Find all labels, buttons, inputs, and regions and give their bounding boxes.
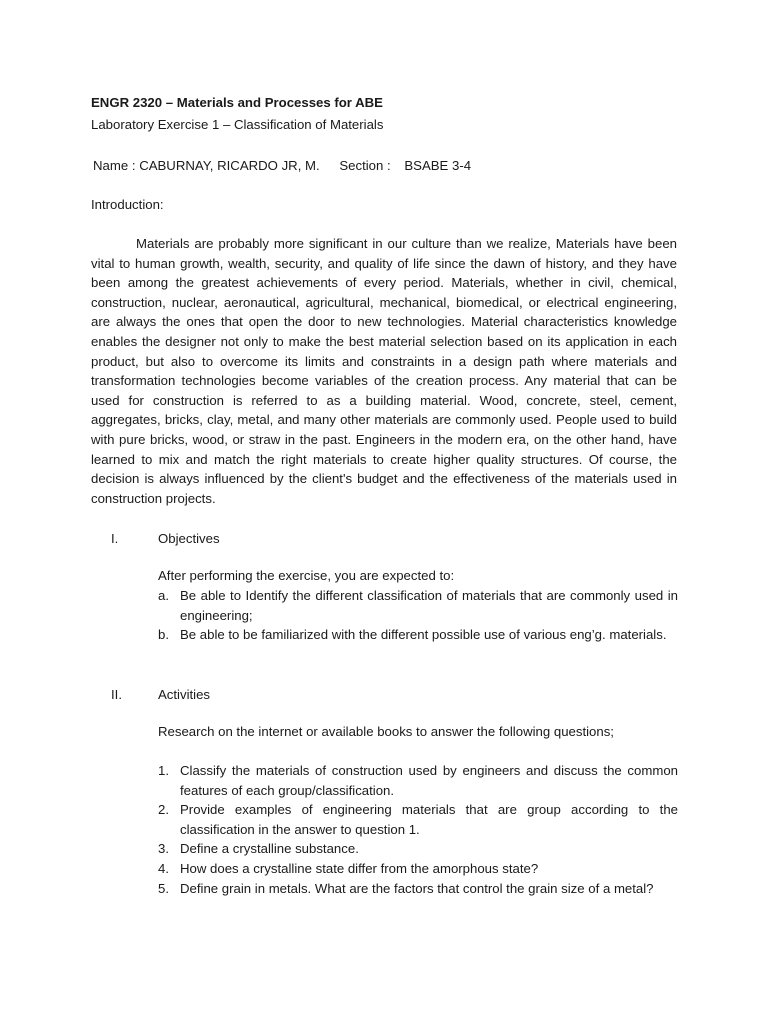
list-item (158, 879, 678, 899)
list-item (158, 800, 678, 839)
list-item (158, 761, 678, 800)
list-item-text: How does a crystalline state differ from the amorphous state? (180, 860, 539, 876)
activities-number: II. (111, 687, 122, 702)
list-item (158, 625, 678, 645)
list-marker: 1. (158, 763, 169, 778)
student-info-line (93, 156, 471, 176)
list-marker: a. (158, 588, 169, 603)
list-marker: b. (158, 627, 169, 643)
lab-exercise-title: Laboratory Exercise 1 – Classification of Materials (91, 117, 384, 132)
list-marker: 4. (158, 860, 169, 876)
course-title: ENGR 2320 – Materials and Processes for ABE (91, 95, 383, 110)
section-value: BSABE 3-4 (404, 158, 472, 173)
introduction-heading: Introduction: (91, 197, 164, 212)
list-item-text: Be able to Identify the different classification of materials that are commonly used in engineering; (180, 588, 678, 623)
objectives-heading: Objectives (158, 531, 220, 546)
introduction-paragraph: Materials are probably more significant in our culture than we realize, Materials have been vital to human growth, wealth, security, and quality of life since the dawn of history, and they have been among the greatest achievements of every period. Materials, whether in civil, chemical, construction, nuclear, aeronautical, agricultural, mechanical, biomedical, or electrical engineering, are always the ones that open the door to new technologies. Material characteristics knowledge enables the designer not only to make the best material selection based on its application in each product, but also to overcome its limits and constraints in a design path where materials and transformation technologies become variables of the creation process. Any material that can be used for construction is referred to as a building material. Wood, concrete, steel, cement, aggregates, bricks, clay, metal, and many other materials are commonly used. People used to build with pure bricks, wood, or straw in the past. Engineers in the modern era, on the other hand, have learned to mix and match the right materials to create higher quality structures. Of course, the decision is always influenced by the client's budget and the effectiveness of the materials used in construction projects. (91, 236, 677, 506)
list-marker: 5. (158, 880, 169, 896)
section-label: Section : (339, 158, 391, 173)
activities-heading: Activities (158, 687, 211, 702)
objectives-number: I. (111, 531, 119, 546)
activities-list (158, 761, 678, 898)
list-item (158, 859, 678, 879)
name-label: Name : (93, 158, 136, 173)
list-marker: 2. (158, 802, 169, 818)
name-value: CABURNAY, RICARDO JR, M. (139, 158, 320, 173)
list-item (158, 839, 678, 859)
list-item-text: Classify the materials of construction used by engineers and discuss the common features of each group/classification. (180, 763, 678, 798)
list-item (158, 586, 678, 625)
list-item-text: Provide examples of engineering materials that are group according to the classification in the answer to question 1. (180, 802, 678, 837)
list-marker: 3. (158, 841, 169, 857)
objectives-intro: After performing the exercise, you are expected to: (158, 568, 455, 583)
list-item-text: Define a crystalline substance. (180, 841, 359, 857)
objectives-list (158, 586, 678, 645)
list-item-text: Be able to be familiarized with the different possible use of various eng’g. materials. (180, 627, 667, 643)
activities-intro: Research on the internet or available books to answer the following questions; (158, 724, 614, 739)
list-item-text: Define grain in metals. What are the factors that control the grain size of a metal? (180, 880, 654, 896)
